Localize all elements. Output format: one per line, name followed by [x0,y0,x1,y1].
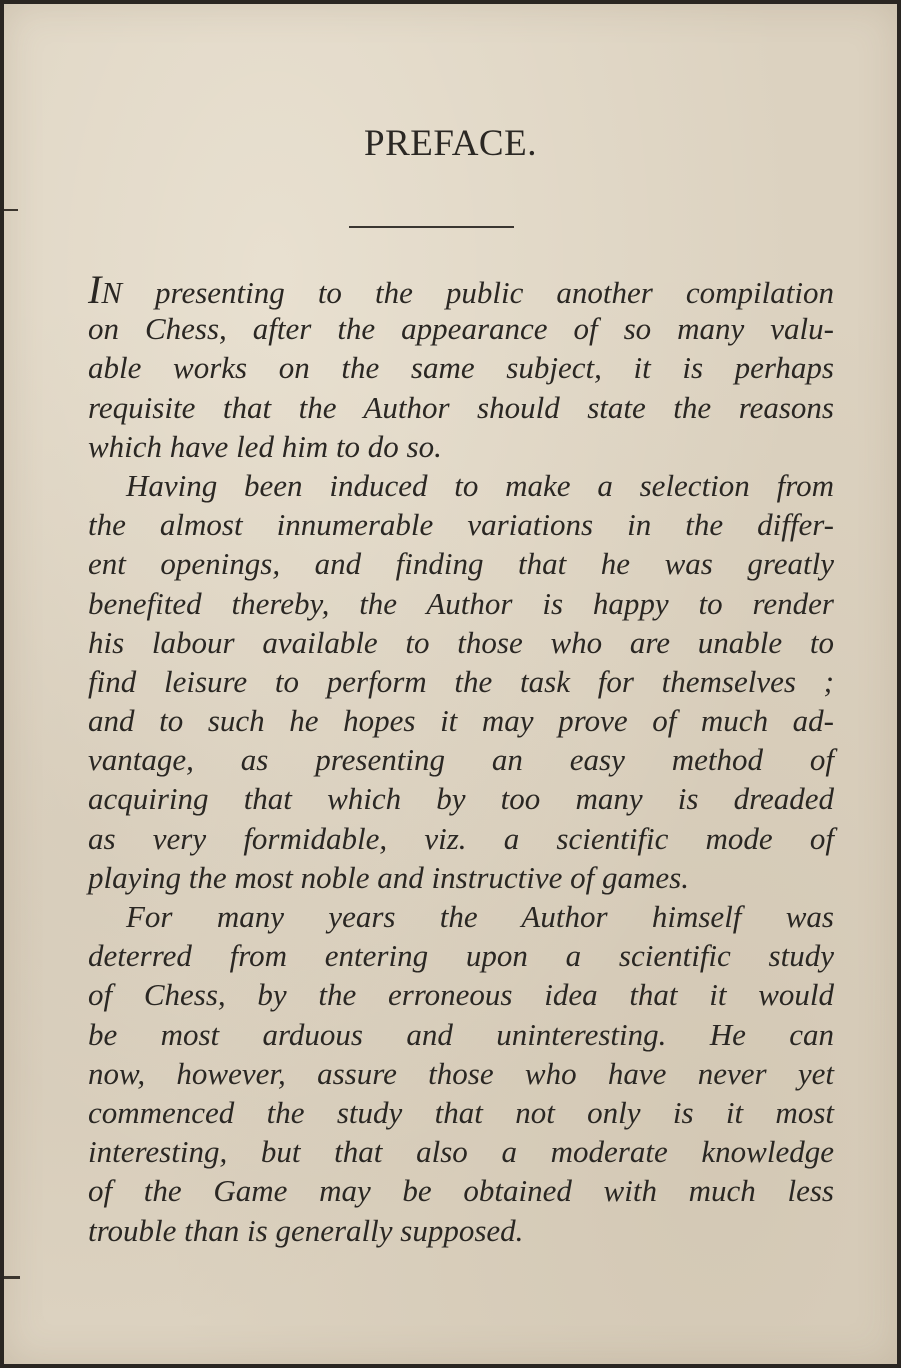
title-rule [349,226,514,228]
text-line: as very formidable, viz. a scientific mode of [88,820,834,856]
text-line: requisite that the Author should state the reasons [88,389,834,425]
text-line: For many years the Author himself was [126,899,834,934]
text-line: of the Game may be obtained with much less [88,1173,834,1209]
text-line: benefited thereby, the Author is happy to render [88,585,834,621]
line-text: N presenting to the public another compilation [101,275,834,310]
text-line: able works on the same subject, it is perhaps [88,350,834,386]
text-line: now, however, assure those who have never yet [88,1055,834,1091]
text-line: acquiring that which by too many is dreaded [88,781,834,817]
text-line: the almost innumerable variations in the differ- [88,507,834,543]
text-line: find leisure to perform the task for themselves ; [88,663,834,699]
text-line: deterred from entering upon a scientific study [88,938,834,974]
text-line: on Chess, after the appearance of so many valu- [88,311,834,347]
text-line: be most arduous and uninteresting. He can [88,1016,834,1052]
text-line: which have led him to do so. [88,428,442,464]
text-line: of Chess, by the erroneous idea that it would [88,977,834,1013]
paragraph-1 [88,267,834,466]
binding-mark [4,1276,20,1279]
text-line: vantage, as presenting an easy method of [88,742,834,778]
drop-cap: I [88,267,102,312]
text-line [88,267,834,312]
book-page [4,4,897,1364]
preface-text [88,267,834,1250]
text-line: Having been induced to make a selection from [126,467,834,503]
paragraph-2 [88,466,834,897]
text-line: interesting, but that also a moderate knowledge [88,1134,834,1170]
text-line: his labour available to those who are unable to [88,624,834,660]
binding-mark [4,209,18,211]
text-line: ent openings, and finding that he was greatly [88,546,834,582]
text-line: trouble than is generally supposed. [88,1212,524,1248]
text-line: commenced the study that not only is it most [88,1094,834,1130]
text-line: playing the most noble and instructive of games. [88,859,689,895]
text-line: and to such he hopes it may prove of much ad- [88,703,834,739]
paragraph-3 [88,897,834,1250]
page-title: PREFACE. [364,123,537,164]
